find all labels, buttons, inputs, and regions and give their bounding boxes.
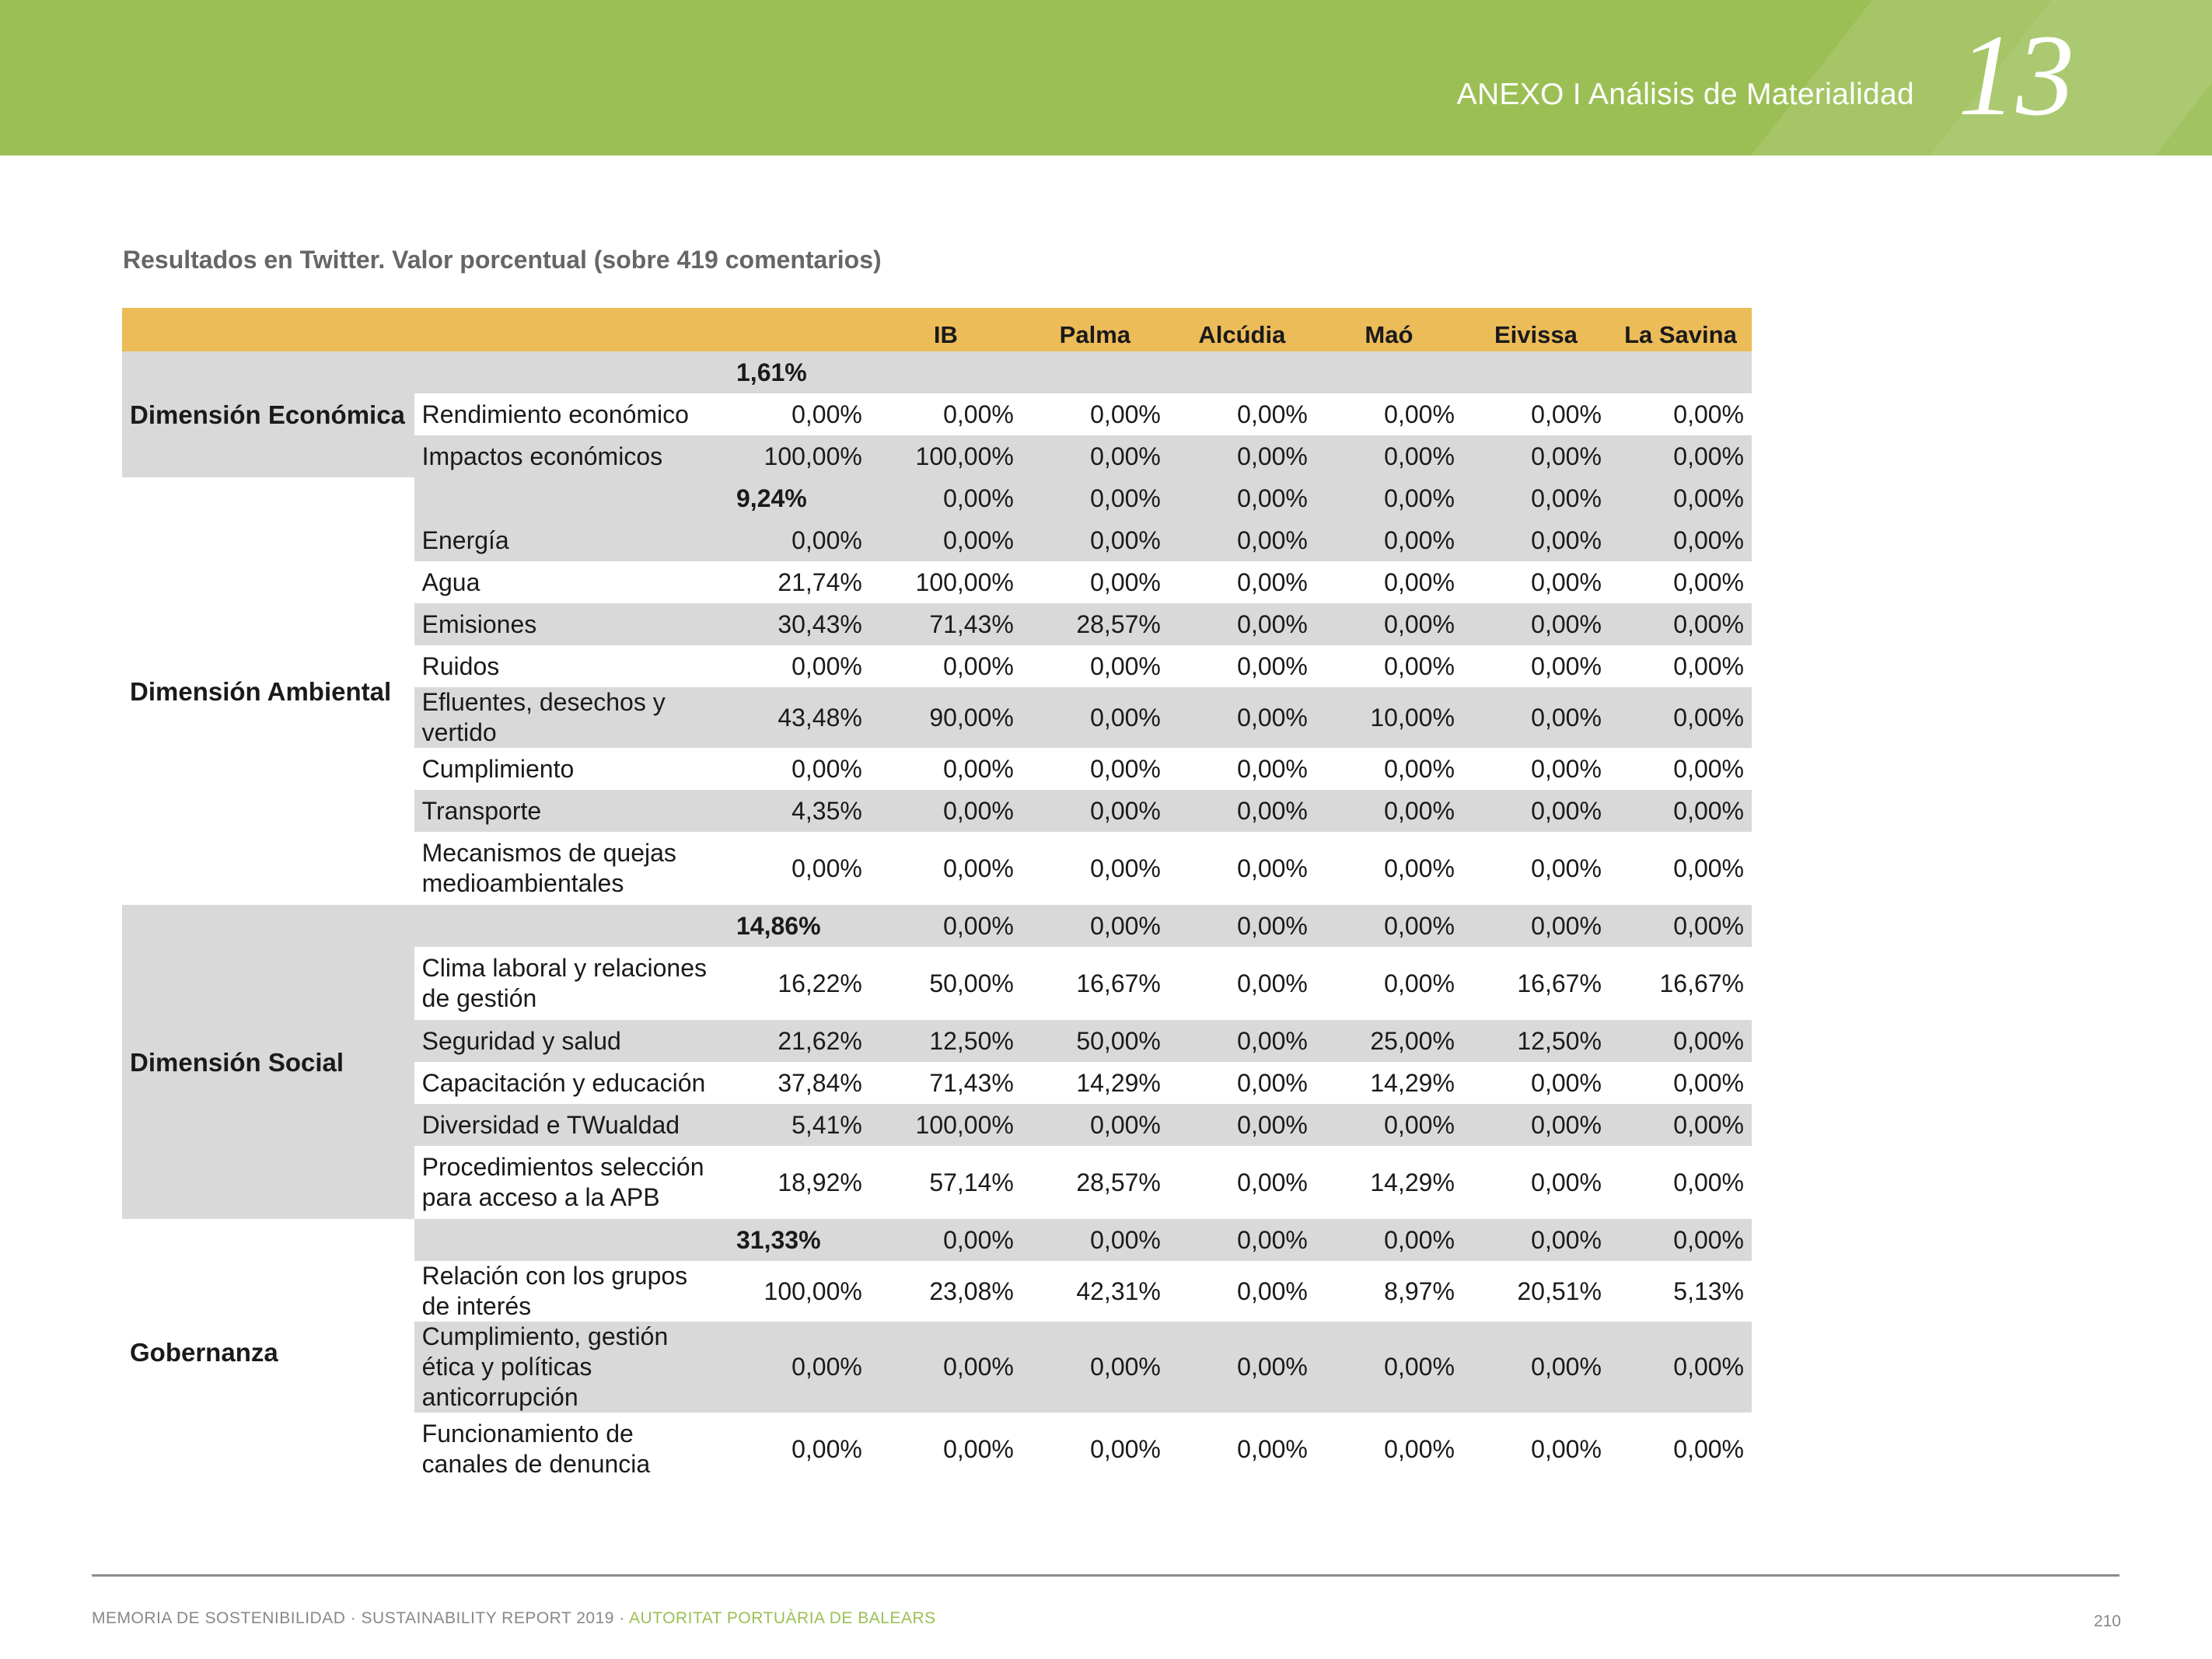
col-header-eivissa: Eivissa: [1462, 308, 1609, 351]
topic-label: Relación con los grupos de interés: [414, 1261, 729, 1322]
col-header: [729, 308, 870, 351]
dimension-total: 1,61%: [729, 351, 870, 393]
col-header: [122, 308, 414, 351]
page-header: [0, 0, 2212, 155]
dimension-summary-row: Dimensión Social 14,86% 0,00% 0,00% 0,00% 0,00% 0,00% 0,00%: [122, 905, 1752, 947]
table-row: Transporte 4,35% 0,00% 0,00% 0,00% 0,00% 0,00% 0,00%: [122, 790, 1752, 832]
footer-organization: AUTORITAT PORTUÀRIA DE BALEARS: [628, 1609, 936, 1627]
topic-label: Impactos económicos: [414, 435, 729, 477]
topic-label: Clima laboral y relaciones de gestión: [414, 947, 729, 1020]
dimension-total: 9,24%: [729, 477, 870, 519]
chapter-number: 13: [1958, 11, 2074, 140]
topic-label: Cumplimiento, gestión ética y políticas anticorrupción: [414, 1322, 729, 1413]
topic-label: Transporte: [414, 790, 729, 832]
col-header-mao: Maó: [1316, 308, 1462, 351]
table-row: Ruidos 0,00% 0,00% 0,00% 0,00% 0,00% 0,00% 0,00%: [122, 645, 1752, 687]
table-header-row: [122, 308, 1752, 351]
col-header-alcudia: Alcúdia: [1169, 308, 1316, 351]
table-row: Mecanismos de quejas medioambientales 0,00% 0,00% 0,00% 0,00% 0,00% 0,00% 0,00%: [122, 832, 1752, 905]
topic-label: Mecanismos de quejas medioambientales: [414, 832, 729, 905]
dimension-total: 31,33%: [729, 1219, 870, 1261]
footer-report-name: [92, 1609, 936, 1628]
topic-label: Rendimiento económico: [414, 393, 729, 435]
dimension-summary-row: Gobernanza 31,33% 0,00% 0,00% 0,00% 0,00% 0,00% 0,00%: [122, 1219, 1752, 1261]
table-row: Impactos económicos 100,00% 100,00% 0,00% 0,00% 0,00% 0,00% 0,00%: [122, 435, 1752, 477]
table-row: Emisiones 30,43% 71,43% 28,57% 0,00% 0,00% 0,00% 0,00%: [122, 603, 1752, 645]
dimension-summary-row: [122, 351, 1752, 393]
dimension-label: Dimensión Social: [122, 905, 414, 1219]
dimension-total: 14,86%: [729, 905, 870, 947]
table-row: Energía 0,00% 0,00% 0,00% 0,00% 0,00% 0,00% 0,00%: [122, 519, 1752, 561]
table-row: Procedimientos selección para acceso a la APB 18,92% 57,14% 28,57% 0,00% 14,29% 0,00% 0,00%: [122, 1146, 1752, 1219]
table-row: Diversidad e TWualdad 5,41% 100,00% 0,00% 0,00% 0,00% 0,00% 0,00%: [122, 1104, 1752, 1146]
table-row: Rendimiento económico 0,00% 0,00% 0,00% 0,00% 0,00% 0,00% 0,00%: [122, 393, 1752, 435]
topic-label: Emisiones: [414, 603, 729, 645]
table-row: Relación con los grupos de interés 100,00% 23,08% 42,31% 0,00% 8,97% 20,51% 5,13%: [122, 1261, 1752, 1322]
table-row: Cumplimiento, gestión ética y políticas anticorrupción 0,00% 0,00% 0,00% 0,00% 0,00% 0,00% 0,00%: [122, 1322, 1752, 1413]
table-row: Funcionamiento de canales de denuncia 0,00% 0,00% 0,00% 0,00% 0,00% 0,00% 0,00%: [122, 1413, 1752, 1486]
topic-label: Efluentes, desechos y vertido: [414, 687, 729, 748]
table-row: Seguridad y salud 21,62% 12,50% 50,00% 0,00% 25,00% 12,50% 0,00%: [122, 1020, 1752, 1062]
table-row: Clima laboral y relaciones de gestión 16,22% 50,00% 16,67% 0,00% 0,00% 16,67% 16,67%: [122, 947, 1752, 1020]
topic-label: Seguridad y salud: [414, 1020, 729, 1062]
results-table: [122, 308, 1752, 1486]
topic-label: Energía: [414, 519, 729, 561]
col-header-ib: IB: [870, 308, 1022, 351]
section-title: ANEXO I Análisis de Materialidad: [1456, 78, 1914, 111]
table-title: Resultados en Twitter. Valor porcentual (sobre 419 comentarios): [123, 246, 882, 274]
topic-label: Funcionamiento de canales de denuncia: [414, 1413, 729, 1486]
dimension-label: Dimensión Económica: [122, 351, 414, 477]
dimension-summary-row: Dimensión Ambiental 9,24% 0,00% 0,00% 0,00% 0,00% 0,00% 0,00%: [122, 477, 1752, 519]
col-header: [414, 308, 729, 351]
topic-label: Capacitación y educación: [414, 1062, 729, 1104]
footer-divider: [92, 1574, 2119, 1577]
footer-report-title: MEMORIA DE SOSTENIBILIDAD · SUSTAINABILITY REPORT 2019 ·: [92, 1609, 629, 1627]
topic-label: Agua: [414, 561, 729, 603]
table-row: Capacitación y educación 37,84% 71,43% 14,29% 0,00% 14,29% 0,00% 0,00%: [122, 1062, 1752, 1104]
topic-label: Cumplimiento: [414, 748, 729, 790]
table-row: Cumplimiento 0,00% 0,00% 0,00% 0,00% 0,00% 0,00% 0,00%: [122, 748, 1752, 790]
topic-label: Procedimientos selección para acceso a la APB: [414, 1146, 729, 1219]
topic-label: Ruidos: [414, 645, 729, 687]
dimension-label: Gobernanza: [122, 1219, 414, 1486]
table-row: Efluentes, desechos y vertido 43,48% 90,00% 0,00% 0,00% 10,00% 0,00% 0,00%: [122, 687, 1752, 748]
page-number: 210: [2093, 1612, 2121, 1630]
dimension-label: Dimensión Ambiental: [122, 477, 414, 905]
topic-label: Diversidad e TWualdad: [414, 1104, 729, 1146]
col-header-palma: Palma: [1022, 308, 1169, 351]
table-row: Agua 21,74% 100,00% 0,00% 0,00% 0,00% 0,00% 0,00%: [122, 561, 1752, 603]
col-header-la-savina: La Savina: [1609, 308, 1752, 351]
